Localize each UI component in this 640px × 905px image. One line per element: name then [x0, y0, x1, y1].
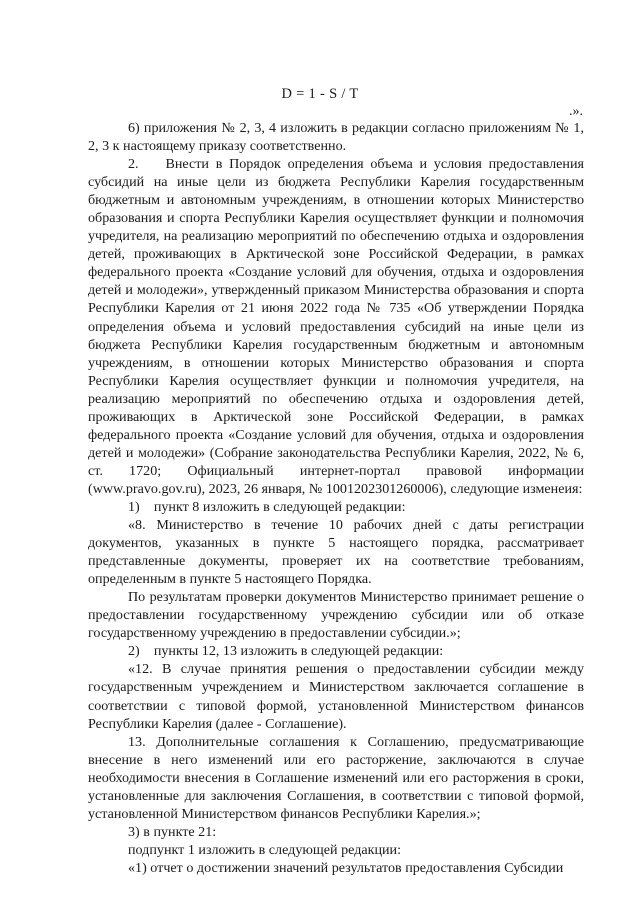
paragraph-subitem-1: 1) пункт 8 изложить в следующей редакции: — [128, 498, 406, 515]
paragraph-report: «1) отчет о достижении значений результатов предоставления Субсидии — [128, 859, 564, 876]
paragraph-point-12: «12. В случае принятия решения о предоставлении субсидии между государственным учреждением и Министерством заключается соглашение в соответствии с типовой формой, установленной Министерством финансов Республики Карелия (далее - Соглашение). — [88, 661, 584, 732]
paragraph-item-6: 6) приложения № 2, 3, 4 изложить в редакции согласно приложениям № 1, 2, 3 к настоящему приказу соответственно. — [88, 120, 584, 155]
paragraph-check-results: По результатам проверки документов Министерство принимает решение о предоставлении государственному учреждению субсидии или об отказе государственному учреждению в предоставлении субсидии.»; — [88, 589, 584, 642]
end-mark: .». — [569, 104, 583, 119]
paragraph-subitem-3: 3) в пункте 21: — [128, 823, 217, 840]
paragraph-section-2: 2. Внести в Порядок определения объема и условия предоставления субсидий на иные цели из бюджета Республики Карелия государственным бюджетным и автономным учреждениям, в отношении которых Министерство образования и спорта Республики Карелия осуществляет функции и полномочия учредителя, на реализацию мероприятий по обеспечению отдыха и оздоровления детей, проживающих в Арктической зоне Российской Федерации, в рамках федерального проекта «Создание условий для обучения, отдыха и оздоровления детей и молодежи», утвержденный приказом Министерства образования и спорта Республики Карелия от 21 июня 2022 года № 735 «Об утверждении Порядка определения объема и условий предоставления субсидий на иные цели из бюджета Республики Карелия государственным бюджетным и автономным учреждениям, в отношении которых Министерство образования и спорта Республики Карелия осуществляет функции и полномочия учредителя, на реализацию мероприятий по обеспечению отдыха и оздоровления детей, проживающих в Арктической зоне Российской Федерации, в рамках федерального проекта «Создание условий для обучения, отдыха и оздоровления детей и молодежи» (Собрание законодательства Республики Карелия, 2022, № 6, ст. 1720; Официальный интернет-портал правовой информации (www.pravo.gov.ru), 2023, 26 января, № 1001202301260006), следующие изменеия: — [88, 156, 584, 497]
formula: D = 1 - S / T — [281, 86, 359, 102]
paragraph-subpoint-1: подпункт 1 изложить в следующей редакции: — [128, 841, 402, 858]
document-body — [88, 119, 584, 877]
paragraph-subitem-2: 2) пункты 12, 13 изложить в следующей редакции: — [128, 643, 444, 660]
paragraph-point-13: 13. Дополнительные соглашения к Соглашению, предусматривающие внесение в него изменений или его расторжение, заключаются в случае необходимости внесения в Соглашение изменений или его расторжения в сроки, установленные для заключения Соглашения, в соответствии с типовой формой, установленной Министерством финансов Республики Карелия.»; — [88, 733, 584, 822]
paragraph-point-8: «8. Министерство в течение 10 рабочих дней с даты регистрации документов, указанных в пункте 5 настоящего порядка, рассматривает представленные документы, проверяет их на соответствие требованиям, определенным в пункте 5 настоящего Порядка. — [88, 517, 584, 588]
